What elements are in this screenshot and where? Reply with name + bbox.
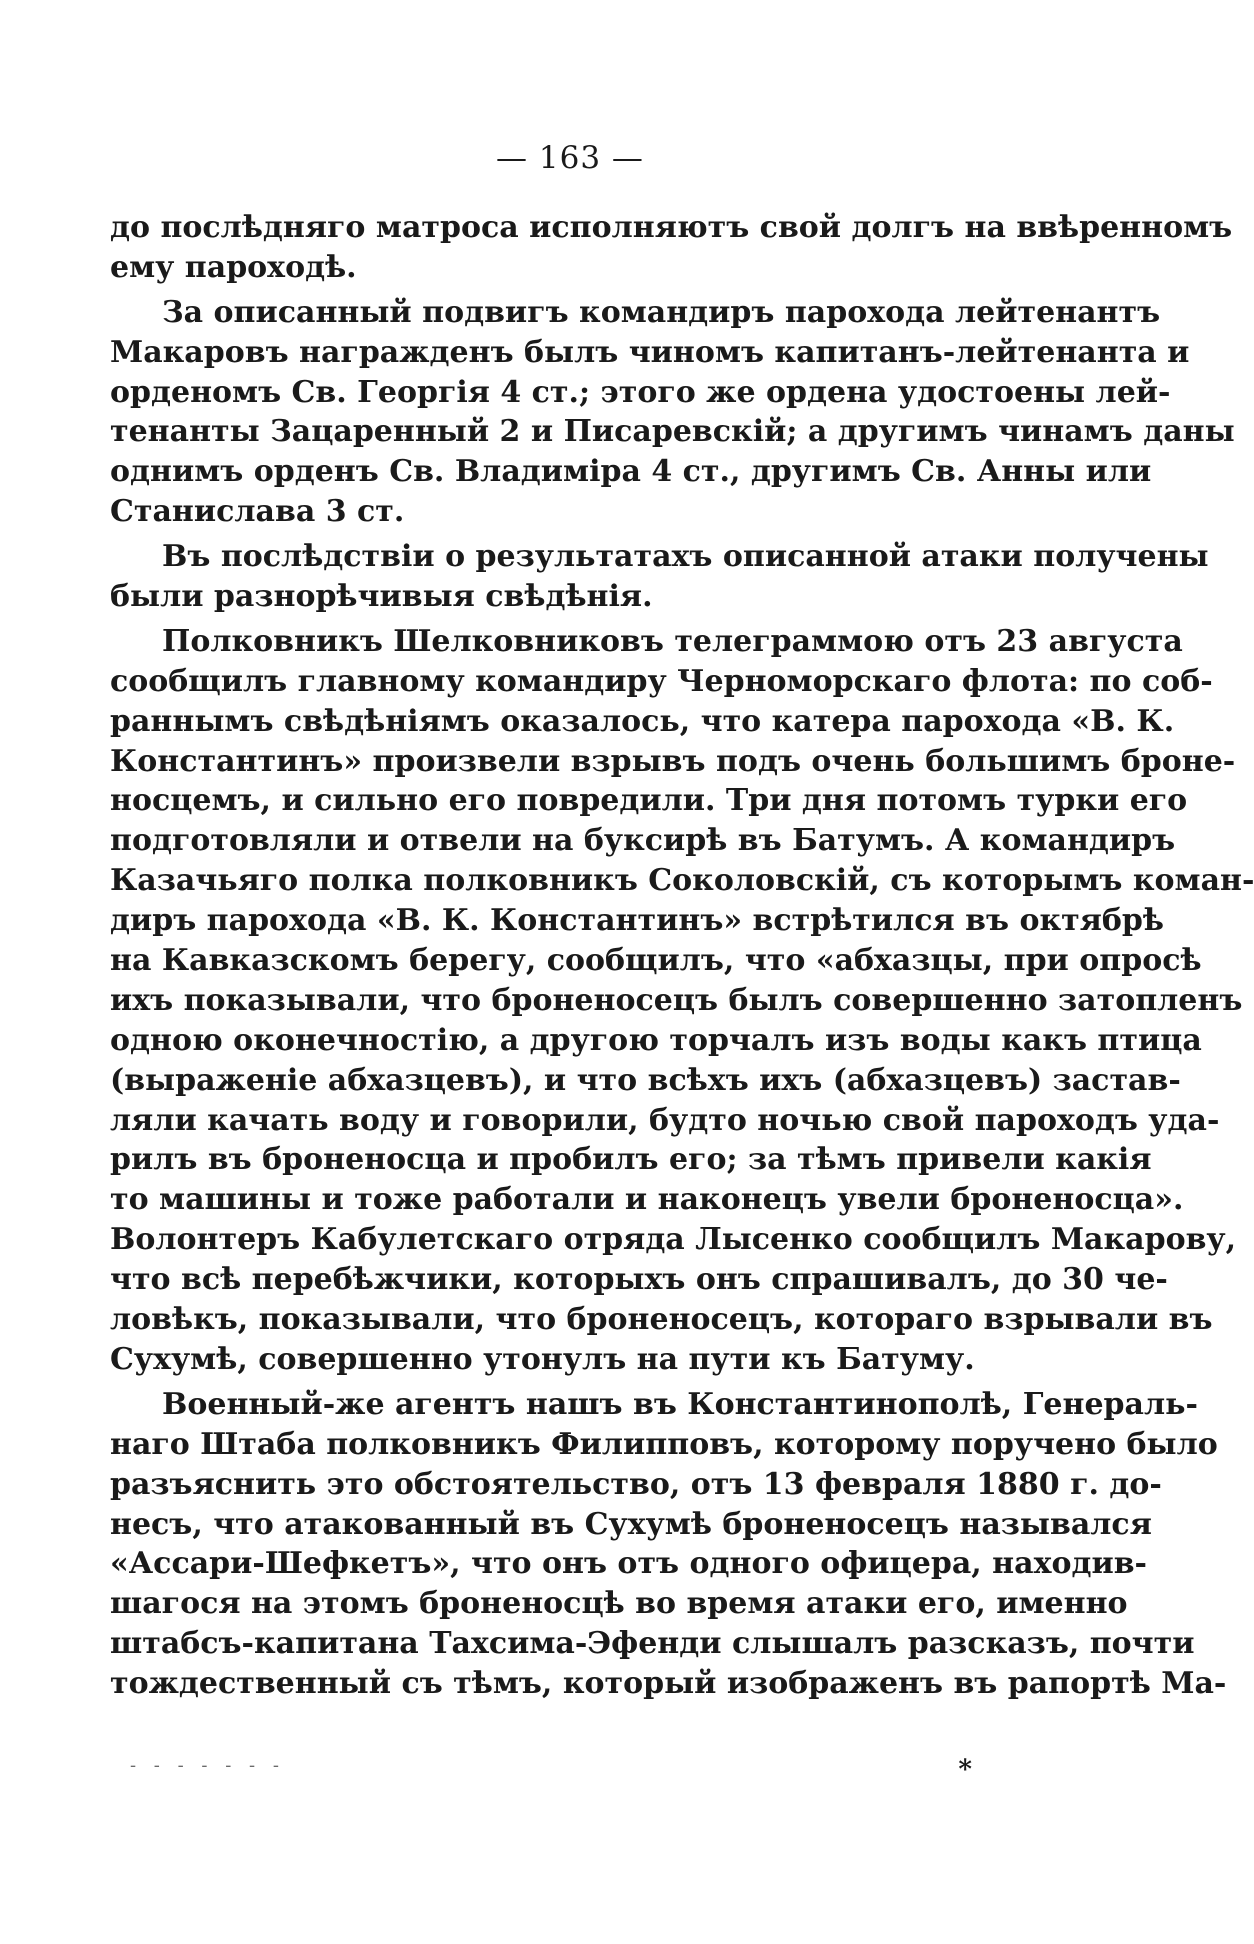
text-line: штабсъ-капитана Тахсима-Эфенди слышалъ разсказъ, почти [110, 1626, 1195, 1662]
text-line: ихъ показывали, что броненосецъ былъ совершенно затопленъ [110, 982, 1243, 1018]
text-line: на Кавказскомъ берегу, сообщилъ, что «абхазцы, при опросѣ [110, 943, 1202, 979]
text-line: «Ассари-Шефкетъ», что онъ отъ одного офицера, находив- [110, 1546, 1148, 1582]
text-line: рилъ въ броненосца и пробилъ его; за тѣмъ привели какія [110, 1142, 1152, 1178]
text-line: (выраженіе абхазцевъ), и что всѣхъ ихъ (абхазцевъ) застав- [110, 1062, 1181, 1098]
text-line: диръ парохода «В. К. Константинъ» встрѣтился въ октябрѣ [110, 903, 1164, 939]
text-line: Въ послѣдствіи о результатахъ описанной атаки получены [162, 539, 1209, 575]
text-line: ляли качать воду и говорили, будто ночью свой пароходъ уда- [110, 1102, 1220, 1138]
text-line: однимъ орденъ Св. Владиміра 4 ст., другимъ Св. Анны или [110, 454, 1152, 490]
text-line: Волонтеръ Кабулетскаго отряда Лысенко сообщилъ Макарову, [110, 1222, 1237, 1258]
text-line: наго Штаба полковникъ Филипповъ, которому поручено было [110, 1426, 1218, 1462]
page-footer-marks [110, 1755, 1022, 1789]
paragraph [110, 622, 1254, 1380]
paragraph [110, 1385, 1227, 1704]
text-line: Сухумѣ, совершенно утонулъ на пути къ Батуму. [110, 1341, 975, 1377]
page-number: — 163 — [496, 140, 644, 176]
paragraph [110, 208, 1233, 288]
text-line: подготовляли и отвели на буксирѣ въ Батумъ. А командиръ [110, 823, 1176, 859]
text-line: тождественный съ тѣмъ, который изображенъ въ рапортѣ Ма- [110, 1666, 1227, 1702]
text-line: носцемъ, и сильно его повредили. Три дня потомъ турки его [110, 783, 1188, 819]
footer-asterisk: * [958, 1755, 972, 1785]
text-line: что всѣ перебѣжчики, которыхъ онъ спрашивалъ, до 30 че- [110, 1262, 1168, 1298]
text-line: то машины и тоже работали и наконецъ увели броненосца». [110, 1182, 1184, 1218]
text-line: до послѣдняго матроса исполняютъ свой долгъ на ввѣренномъ [110, 210, 1233, 245]
text-line: разъяснить это обстоятельство, отъ 13 февраля 1880 г. до- [110, 1466, 1162, 1502]
text-line: одною оконечностію, а другою торчалъ изъ воды какъ птица [110, 1022, 1202, 1058]
paragraph [110, 293, 1235, 532]
text-line: ловѣкъ, показывали, что броненосецъ, котораго взрывали въ [110, 1302, 1213, 1338]
text-line: Константинъ» произвели взрывъ подъ очень большимъ броне- [110, 743, 1236, 779]
text-line: шагося на этомъ броненосцѣ во время атаки его, именно [110, 1586, 1128, 1622]
text-line: За описанный подвигъ командиръ парохода лейтенантъ [162, 294, 1161, 330]
paragraph [110, 537, 1209, 617]
text-line: ему пароходѣ. [110, 249, 357, 285]
text-line: Макаровъ награжденъ былъ чиномъ капитанъ-лейтенанта и [110, 334, 1190, 370]
text-line: орденомъ Св. Георгія 4 ст.; этого же ордена удостоены лей- [110, 374, 1171, 410]
text-line: тенанты Зацаренный 2 и Писаревскій; а другимъ чинамъ даны [110, 414, 1235, 450]
text-line: Станислава 3 ст. [110, 494, 405, 530]
text-line: сообщилъ главному командиру Черноморскаго флота: по соб- [110, 663, 1213, 699]
body-text [110, 208, 1254, 1704]
text-line: были разнорѣчивыя свѣдѣнія. [110, 579, 653, 615]
text-line: Полковникъ Шелковниковъ телеграммою отъ 23 августа [162, 623, 1183, 659]
text-line: Военный-же агентъ нашъ въ Константинополѣ, Генераль- [162, 1386, 1198, 1422]
printer-dash-marks: - - - - - - - [130, 1755, 285, 1776]
text-line: несъ, что атакованный въ Сухумѣ броненосецъ назывался [110, 1506, 1152, 1542]
text-line: Казачьяго полка полковникъ Соколовскій, съ которымъ коман- [110, 863, 1254, 899]
text-line: раннымъ свѣдѣніямъ оказалось, что катера парохода «В. К. [110, 703, 1175, 739]
